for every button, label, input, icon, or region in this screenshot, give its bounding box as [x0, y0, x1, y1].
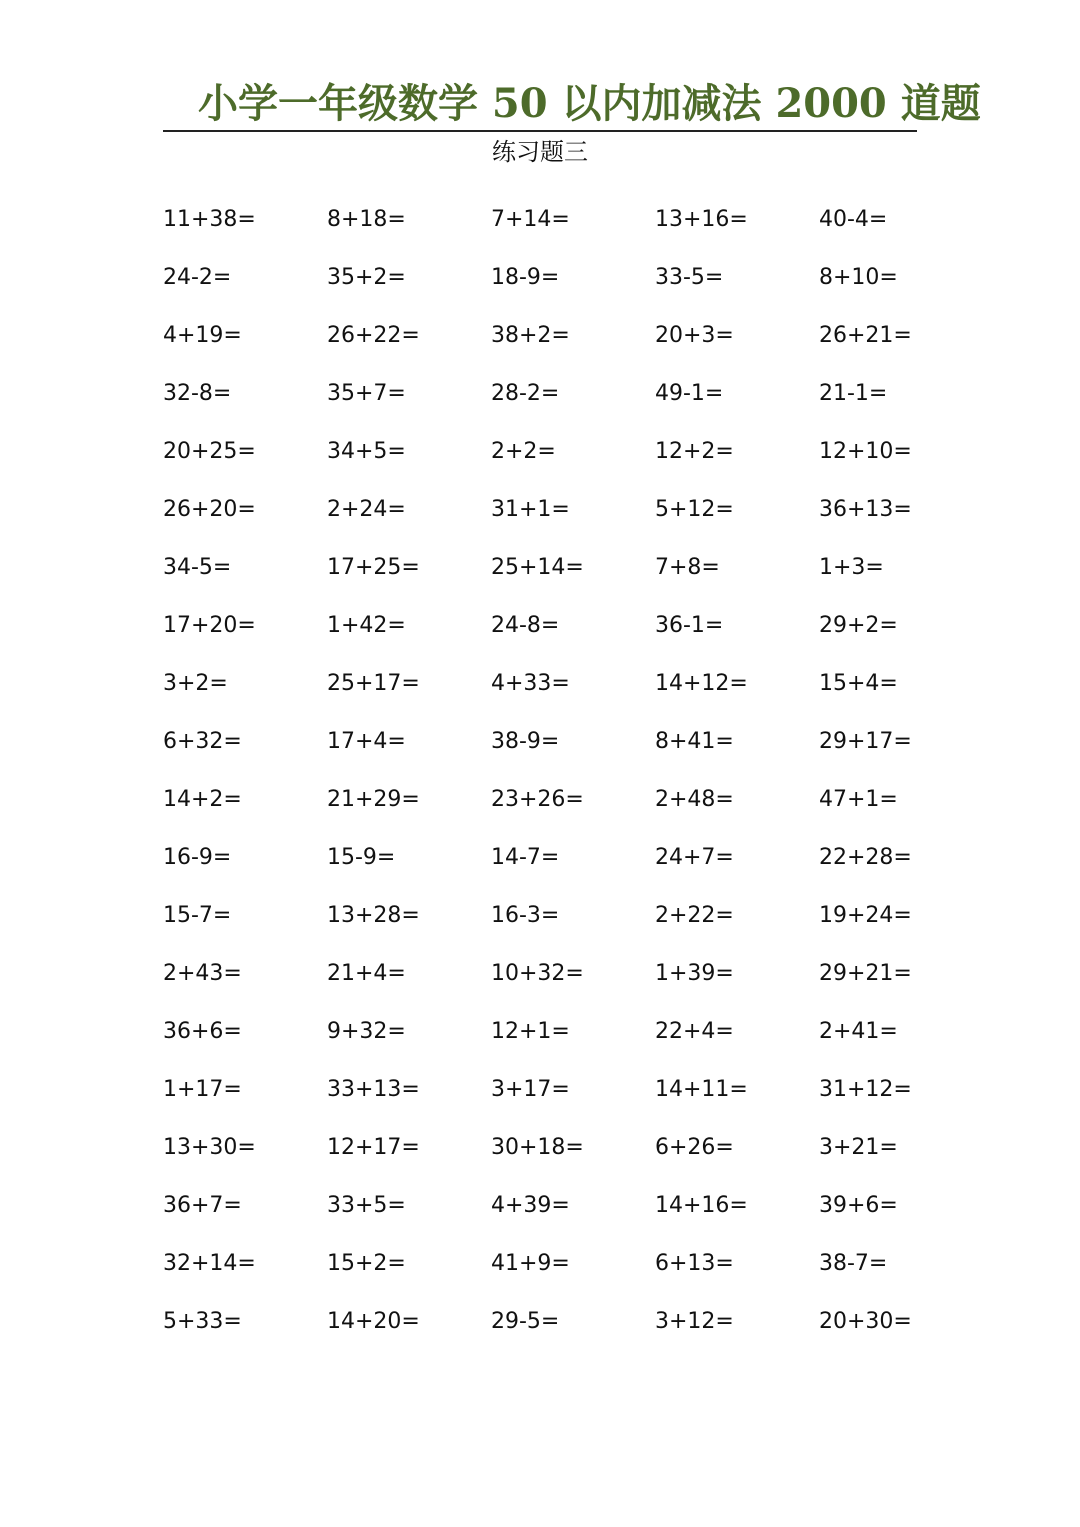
math-problem: 14+11= — [655, 1077, 748, 1102]
math-problem: 26+22= — [327, 323, 420, 348]
math-problem: 22+4= — [655, 1019, 734, 1044]
math-problem: 30+18= — [491, 1135, 584, 1160]
math-problem: 3+12= — [655, 1309, 734, 1334]
math-problem: 2+2= — [491, 439, 556, 464]
math-problem: 25+17= — [327, 671, 420, 696]
math-problem: 33+5= — [327, 1193, 406, 1218]
math-problem: 38+2= — [491, 323, 570, 348]
page-title: 小学一年级数学 50 以内加减法 2000 道题 — [198, 80, 981, 127]
math-problem: 9+32= — [327, 1019, 406, 1044]
math-problem: 17+4= — [327, 729, 406, 754]
math-problem: 15+4= — [819, 671, 898, 696]
math-problem: 31+1= — [491, 497, 570, 522]
math-problem: 11+38= — [163, 207, 256, 232]
math-problem: 2+41= — [819, 1019, 898, 1044]
math-problem: 28-2= — [491, 381, 560, 406]
math-problem: 18-9= — [491, 265, 560, 290]
math-problem: 20+3= — [655, 323, 734, 348]
math-problem: 1+17= — [163, 1077, 242, 1102]
math-problem: 20+30= — [819, 1309, 912, 1334]
math-problem: 8+41= — [655, 729, 734, 754]
math-problem: 17+20= — [163, 613, 256, 638]
math-problem: 14+16= — [655, 1193, 748, 1218]
math-problem: 32+14= — [163, 1251, 256, 1276]
math-problem: 31+12= — [819, 1077, 912, 1102]
math-problem: 1+3= — [819, 555, 884, 580]
math-problem: 3+17= — [491, 1077, 570, 1102]
math-problem: 14-7= — [491, 845, 560, 870]
math-problem: 38-7= — [819, 1251, 888, 1276]
math-problem: 36+13= — [819, 497, 912, 522]
page-subtitle: 练习题三 — [492, 138, 588, 166]
math-problem: 41+9= — [491, 1251, 570, 1276]
math-problem: 2+43= — [163, 961, 242, 986]
math-problem: 16-9= — [163, 845, 232, 870]
math-problem: 36-1= — [655, 613, 724, 638]
math-problem: 34-5= — [163, 555, 232, 580]
math-problem: 21+4= — [327, 961, 406, 986]
math-problem: 12+2= — [655, 439, 734, 464]
math-problem: 49-1= — [655, 381, 724, 406]
math-problem: 36+7= — [163, 1193, 242, 1218]
math-problem: 21-1= — [819, 381, 888, 406]
math-problem: 3+2= — [163, 671, 228, 696]
math-problem: 33+13= — [327, 1077, 420, 1102]
math-problem: 10+32= — [491, 961, 584, 986]
math-problem: 6+13= — [655, 1251, 734, 1276]
math-problem: 16-3= — [491, 903, 560, 928]
math-problem: 38-9= — [491, 729, 560, 754]
math-problem: 14+12= — [655, 671, 748, 696]
math-problem: 1+39= — [655, 961, 734, 986]
math-problem: 8+10= — [819, 265, 898, 290]
math-problem: 29-5= — [491, 1309, 560, 1334]
math-problem: 4+33= — [491, 671, 570, 696]
math-problem: 13+16= — [655, 207, 748, 232]
math-problem: 40-4= — [819, 207, 888, 232]
math-problem: 15+2= — [327, 1251, 406, 1276]
math-problem: 14+20= — [327, 1309, 420, 1334]
math-problem: 13+28= — [327, 903, 420, 928]
math-problem: 4+39= — [491, 1193, 570, 1218]
math-problem: 23+26= — [491, 787, 584, 812]
math-problem: 36+6= — [163, 1019, 242, 1044]
math-problem: 19+24= — [819, 903, 912, 928]
math-problem: 12+1= — [491, 1019, 570, 1044]
math-problem: 34+5= — [327, 439, 406, 464]
math-problem: 2+22= — [655, 903, 734, 928]
math-problem: 29+21= — [819, 961, 912, 986]
math-problem: 6+26= — [655, 1135, 734, 1160]
math-problem: 15-7= — [163, 903, 232, 928]
math-problem: 12+17= — [327, 1135, 420, 1160]
math-problem: 8+18= — [327, 207, 406, 232]
math-problem: 5+33= — [163, 1309, 242, 1334]
math-problem: 29+2= — [819, 613, 898, 638]
math-problem: 4+19= — [163, 323, 242, 348]
math-problem: 29+17= — [819, 729, 912, 754]
math-problem: 7+14= — [491, 207, 570, 232]
math-problem: 7+8= — [655, 555, 720, 580]
math-problem: 15-9= — [327, 845, 396, 870]
math-problem: 20+25= — [163, 439, 256, 464]
math-problem: 35+2= — [327, 265, 406, 290]
math-problem: 2+24= — [327, 497, 406, 522]
problem-grid — [163, 200, 983, 1360]
math-problem: 1+42= — [327, 613, 406, 638]
math-problem: 13+30= — [163, 1135, 256, 1160]
math-problem: 24+7= — [655, 845, 734, 870]
math-problem: 2+48= — [655, 787, 734, 812]
math-problem: 22+28= — [819, 845, 912, 870]
math-problem: 14+2= — [163, 787, 242, 812]
math-problem: 21+29= — [327, 787, 420, 812]
math-problem: 26+20= — [163, 497, 256, 522]
math-problem: 39+6= — [819, 1193, 898, 1218]
math-problem: 25+14= — [491, 555, 584, 580]
title-underline — [163, 130, 917, 132]
math-problem: 12+10= — [819, 439, 912, 464]
math-problem: 32-8= — [163, 381, 232, 406]
math-problem: 17+25= — [327, 555, 420, 580]
math-problem: 24-2= — [163, 265, 232, 290]
math-problem: 47+1= — [819, 787, 898, 812]
math-problem: 26+21= — [819, 323, 912, 348]
math-problem: 5+12= — [655, 497, 734, 522]
math-problem: 35+7= — [327, 381, 406, 406]
math-problem: 6+32= — [163, 729, 242, 754]
math-problem: 33-5= — [655, 265, 724, 290]
math-problem: 24-8= — [491, 613, 560, 638]
math-problem: 3+21= — [819, 1135, 898, 1160]
